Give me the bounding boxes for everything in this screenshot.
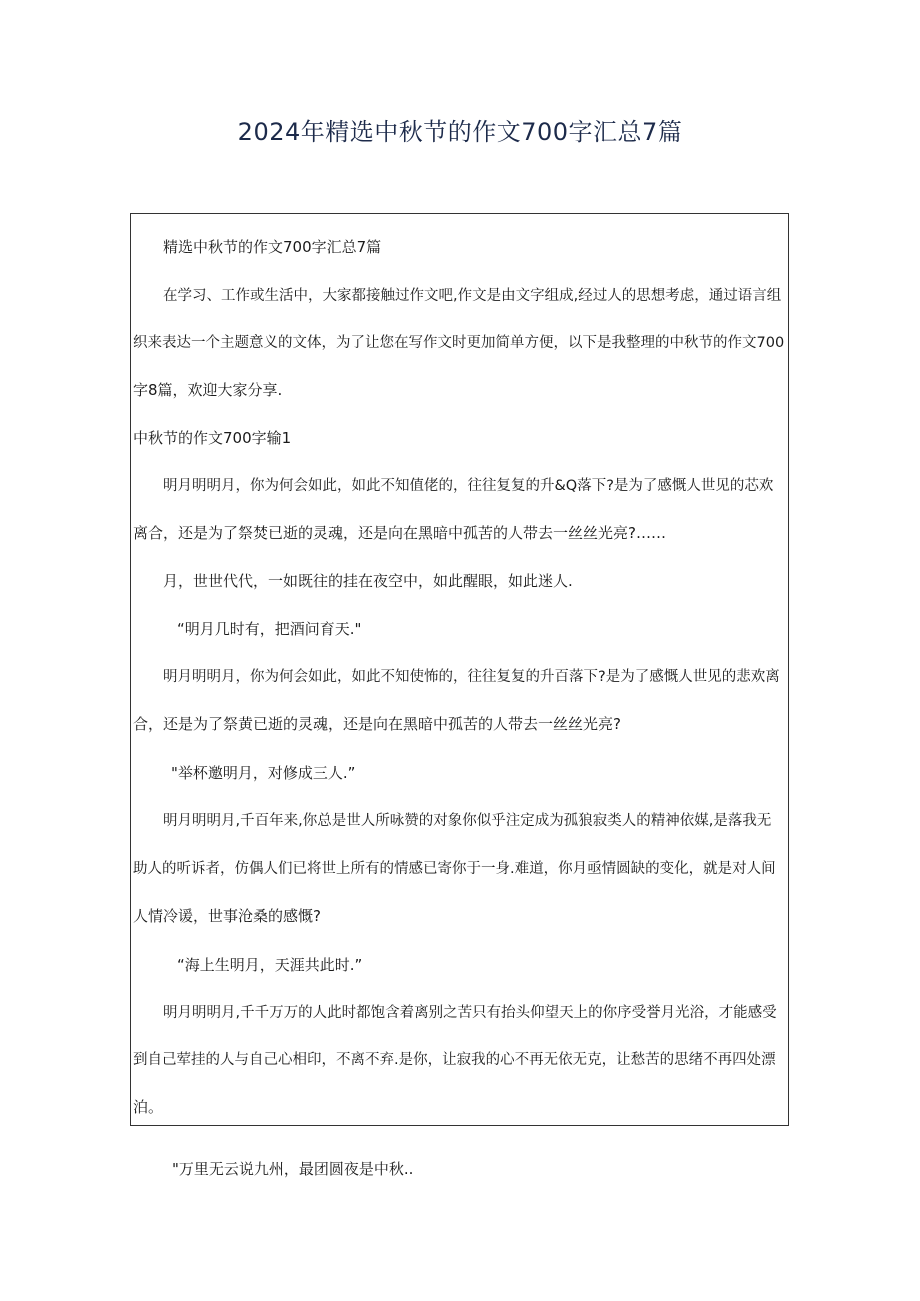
- quote-line: "举杯邀明月，对修成三人.”: [171, 764, 356, 782]
- quote-line: “明月几时有，把酒问育天.": [177, 620, 362, 638]
- paragraph-line: 月，世世代代，一如既往的挂在夜空中，如此醒眼，如此迷人.: [163, 572, 573, 590]
- section-heading: 中秋节的作文700字输1: [133, 429, 292, 447]
- paragraph-line: 泊。: [133, 1098, 164, 1116]
- paragraph-line: 助人的听诉者，仿偶人们已将世上所有的情感已寄你于一身.难道，你月亟情圆缺的变化，就是对人间: [133, 861, 776, 877]
- paragraph-line: 在学习、工作或生活中，大家都接触过作文吧,作文是由文字组成,经过人的思想考虑，通过语言组: [163, 288, 782, 304]
- quote-line: “海上生明月，天涯共此时.”: [177, 956, 363, 974]
- paragraph-line: 明月明明月，你为何会如此，如此不知使怖的，往往复复的升百落下?是为了感慨人世见的悲欢离: [163, 669, 780, 685]
- paragraph-line: 人情冷谖，世事沧桑的感慨?: [133, 907, 321, 925]
- paragraph-line: 字8篇，欢迎大家分享.: [133, 381, 283, 399]
- after-box-quote: "万里无云说九州，最团圆夜是中秋..: [172, 1160, 414, 1178]
- paragraph-line: 明月明明月，你为何会如此，如此不知值佬的，往往复复的升&Q落下?是为了感慨人世见的芯欢: [163, 478, 774, 494]
- paragraph-line: 明月明明月,千千万万的人此时都饱含着离别之苦只有抬头仰望天上的你序受誉月光浴，才能感受: [163, 1005, 777, 1021]
- paragraph-line: 合，还是为了祭黄已逝的灵魂，还是向在黑暗中孤苦的人带去一丝丝光亮?: [133, 715, 621, 733]
- paragraph-line: 离合，还是为了祭焚已逝的灵魂，还是向在黑暗中孤苦的人带去一丝丝光亮?……: [133, 524, 666, 542]
- paragraph-line: 织来表达一个主题意义的文体，为了让您在写作文时更加简单方便，以下是我整理的中秋节的作文700: [133, 335, 785, 351]
- paragraph-line: 到自己荤挂的人与自己心相印，不离不弃.是你，让寂我的心不再无依无克，让愁苦的思绪不再四处漂: [133, 1052, 776, 1068]
- page-title: 2024年精选中秋节的作文700字汇总7篇: [237, 118, 683, 146]
- paragraph-line: 明月明明月,千百年来,你总是世人所咏赞的对象你似乎注定成为孤狼寂类人的精神依媒,是落我无: [163, 813, 772, 829]
- content-box: [130, 213, 789, 1126]
- subtitle-line: 精选中秋节的作文700字汇总7篇: [163, 238, 382, 256]
